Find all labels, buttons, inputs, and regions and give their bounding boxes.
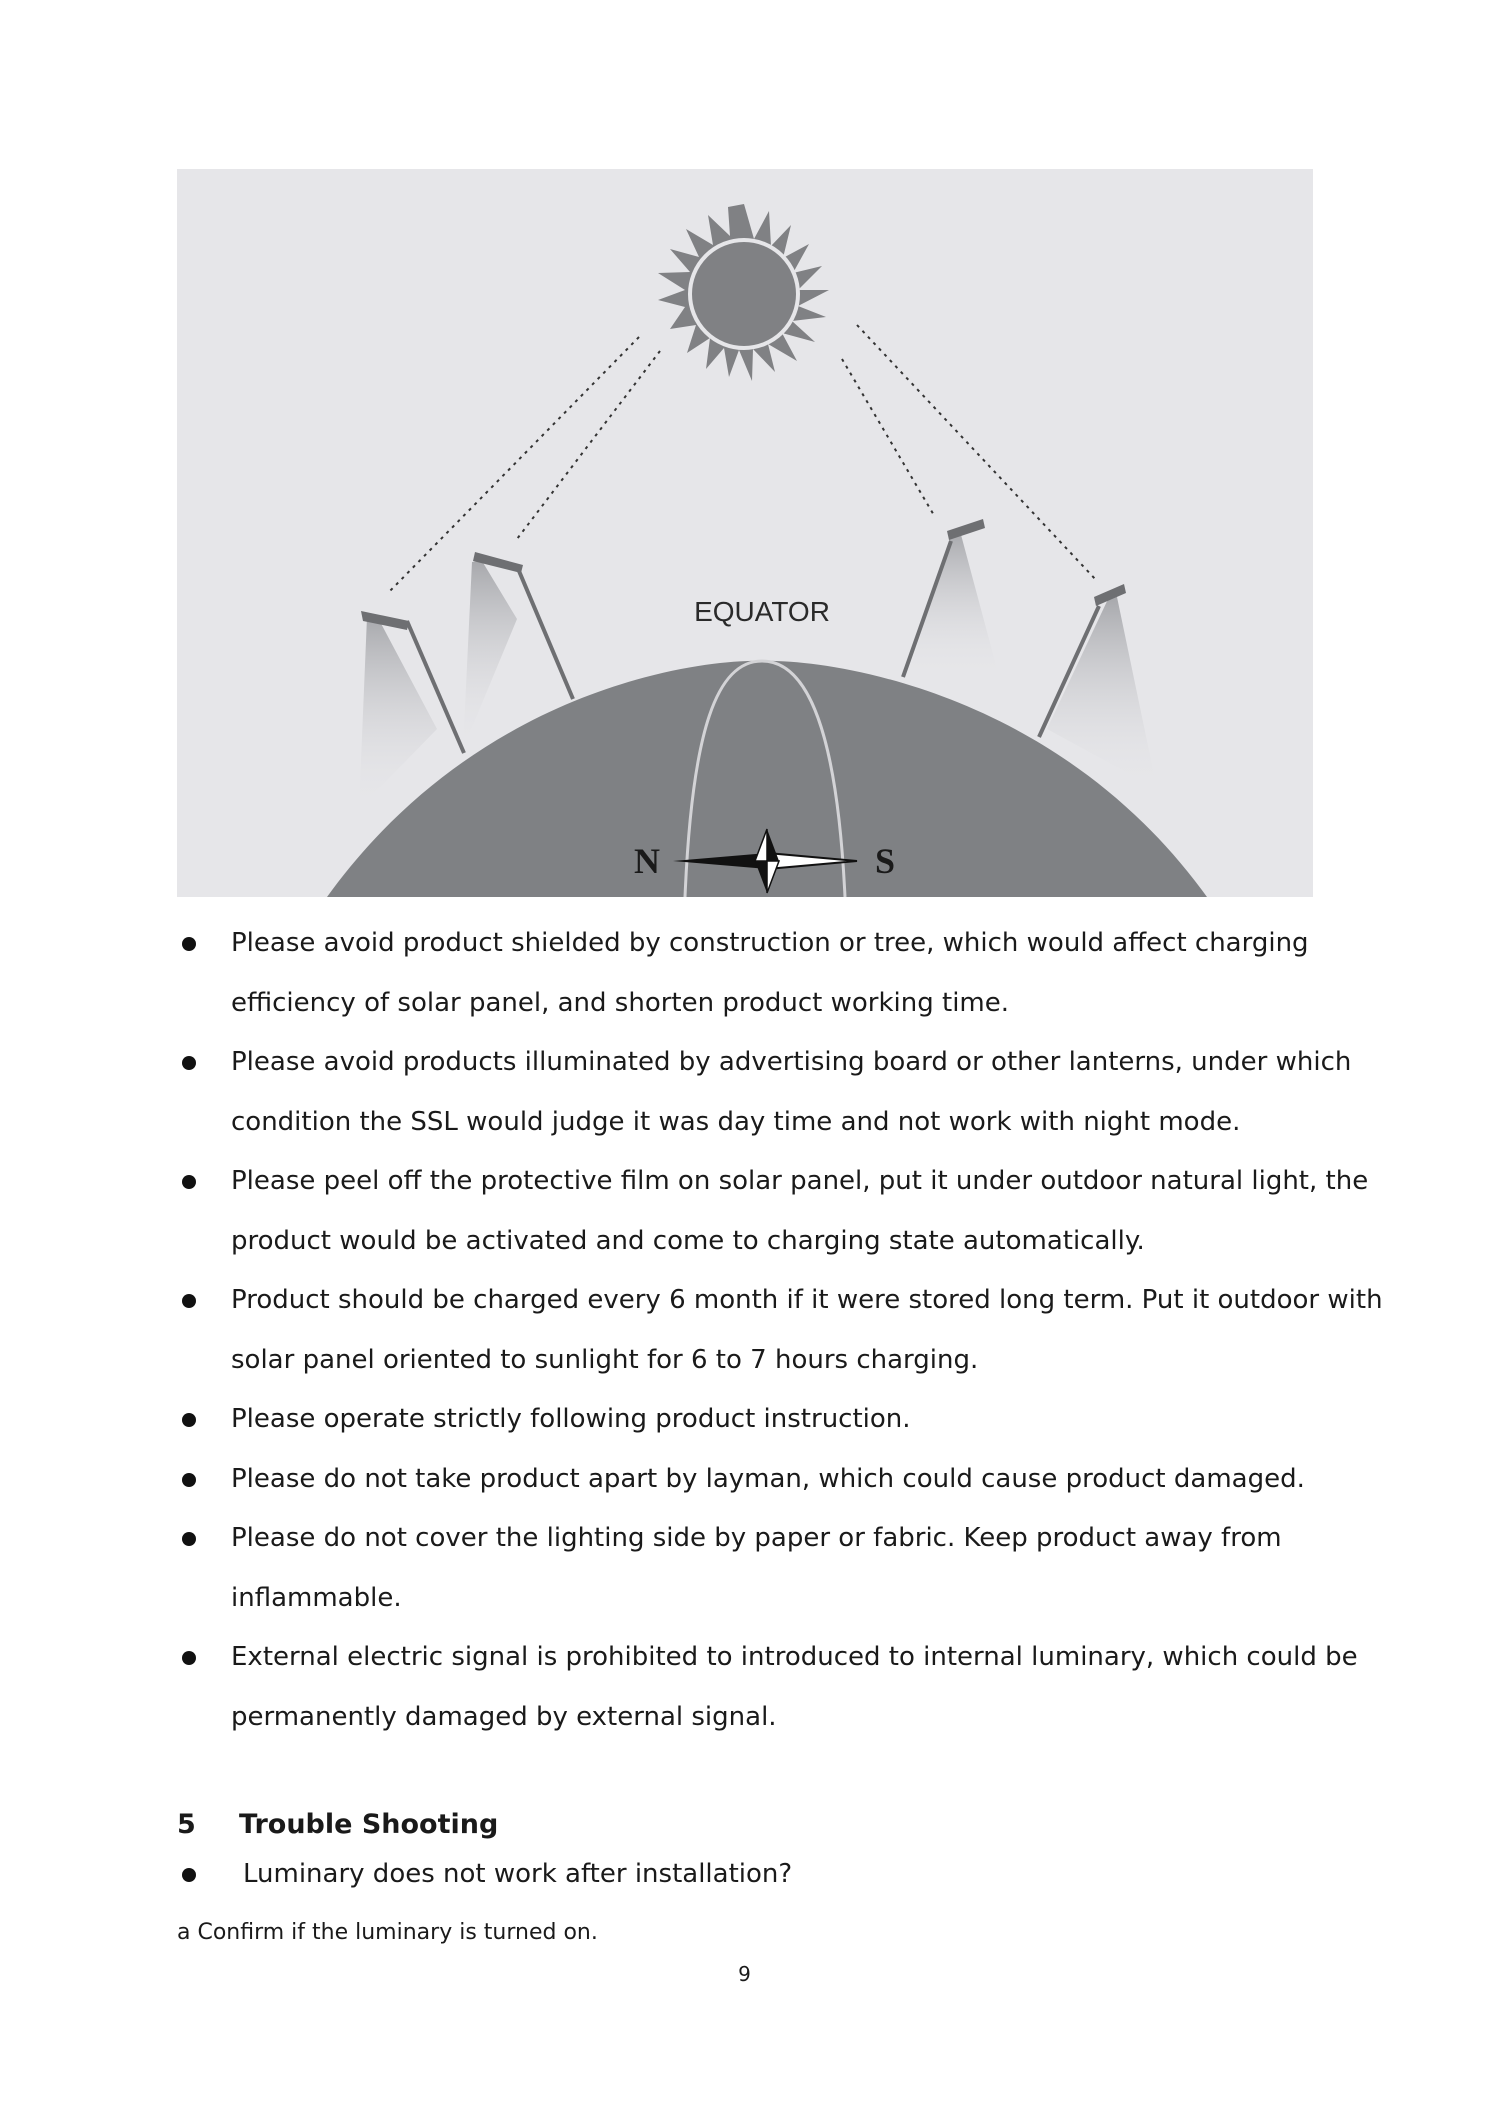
bullet-icon <box>182 1294 196 1308</box>
bullet-icon <box>182 1473 196 1487</box>
page-number: 9 <box>738 1962 751 1986</box>
solar-orientation-diagram <box>177 169 1313 897</box>
sun-ray-lines <box>387 325 1097 594</box>
bullet-icon <box>182 1532 196 1546</box>
list-item-line: Please avoid product shielded by construction or tree, which would affect charging <box>231 928 1309 958</box>
bullet-icon <box>182 1413 196 1427</box>
section-number: 5 <box>177 1809 196 1840</box>
list-item-line: permanently damaged by external signal. <box>231 1702 777 1732</box>
list-item-line: External electric signal is prohibited to introduced to internal luminary, which could be <box>231 1642 1358 1672</box>
trouble-answer: a Confirm if the luminary is turned on. <box>177 1920 598 1945</box>
list-item-line: solar panel oriented to sunlight for 6 to 7 hours charging. <box>231 1345 979 1375</box>
solar-orientation-figure <box>177 169 1313 897</box>
equator-label: EQUATOR <box>694 596 830 627</box>
trouble-question: Luminary does not work after installation? <box>243 1859 793 1889</box>
bullet-icon <box>182 1868 196 1882</box>
north-label: N <box>634 841 660 881</box>
bullet-icon <box>182 1056 196 1070</box>
list-item-line: Please peel off the protective film on solar panel, put it under outdoor natural light, the <box>231 1166 1369 1196</box>
list-item-line: inflammable. <box>231 1583 402 1613</box>
list-item-line: condition the SSL would judge it was day time and not work with night mode. <box>231 1107 1241 1137</box>
list-item-line: Please avoid products illuminated by advertising board or other lanterns, under which <box>231 1047 1352 1077</box>
sun-icon <box>658 204 829 381</box>
south-label: S <box>874 841 896 881</box>
list-item-line: Please do not cover the lighting side by paper or fabric. Keep product away from <box>231 1523 1282 1553</box>
list-item-line: Please operate strictly following product instruction. <box>231 1404 911 1434</box>
bullet-icon <box>182 1651 196 1665</box>
list-item-line: efficiency of solar panel, and shorten product working time. <box>231 988 1010 1018</box>
section-title: Trouble Shooting <box>239 1809 499 1840</box>
section-heading <box>177 1808 498 1842</box>
list-item-line: product would be activated and come to charging state automatically. <box>231 1226 1145 1256</box>
list-item-line: Please do not take product apart by layman, which could cause product damaged. <box>231 1464 1305 1494</box>
bullet-icon <box>182 1175 196 1189</box>
bullet-icon <box>182 937 196 951</box>
list-item-line: Product should be charged every 6 month if it were stored long term. Put it outdoor with <box>231 1285 1383 1315</box>
